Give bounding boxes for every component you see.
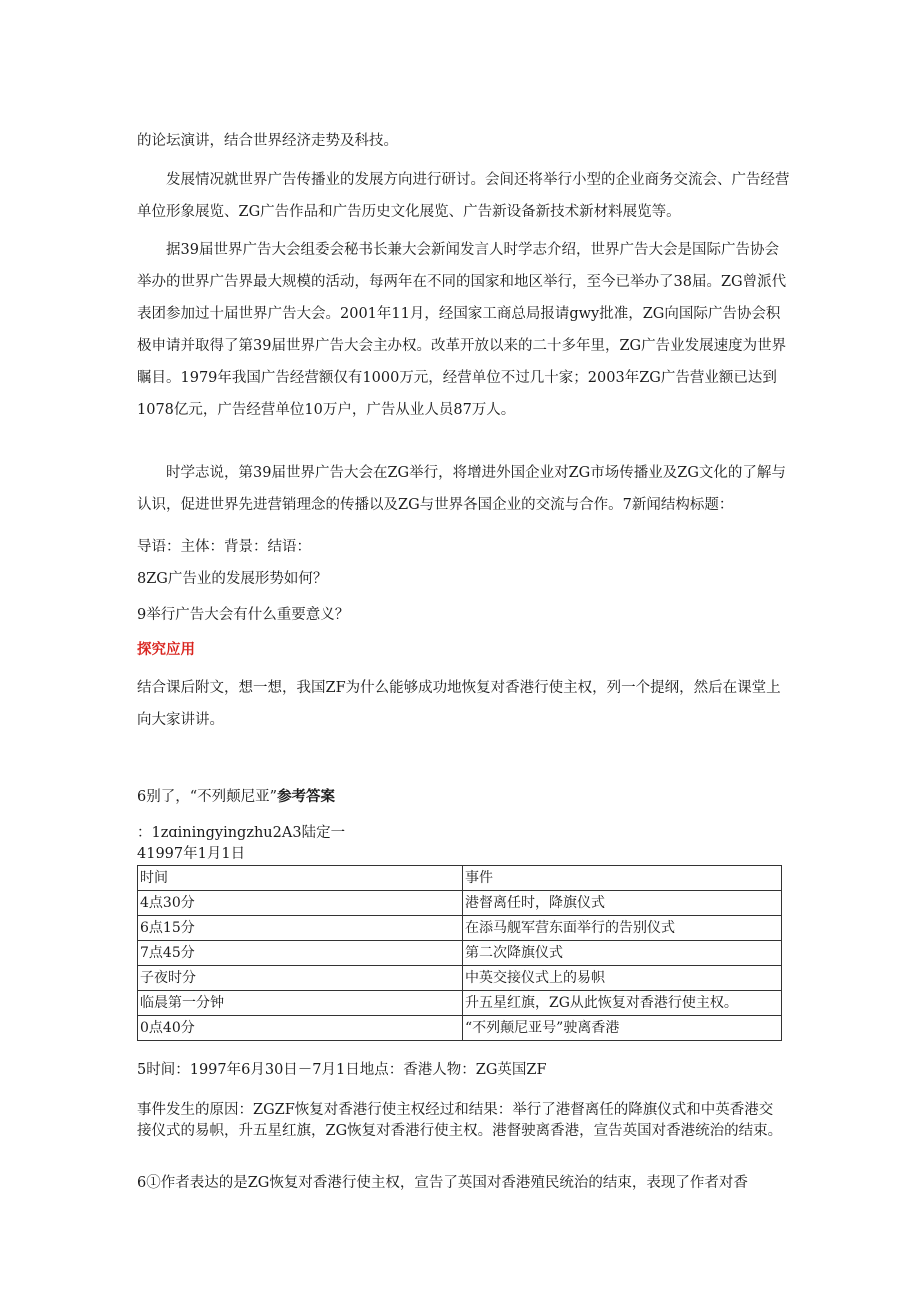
paragraph-congress-intro: 据39届世界广告大会组委会秘书长兼大会新闻发言人时学志介绍，世界广告大会是国际广告协会举办的世界广告界最大规模的活动，每两年在不同的国家和地区举行，至今已举办了38届。ZG曾派代表团参加过十届世界广告大会。2001年11月，经国家工商总局报请gwy批准，ZG向国际广告协会积极申请并取得了第39届世界广告大会主办权。改革开放以来的二十多年里，ZG广告业发展速度为世界瞩目。1979年我国广告经营额仅有1000万元，经营单位不过几十家；2003年ZG广告营业额已达到1078亿元，广告经营单位10万户，广告从业人员87万人。 xyxy=(137,242,787,418)
table-row xyxy=(138,941,782,966)
table-cell-time: 0点40分 xyxy=(138,1016,463,1041)
table-header-event: 事件 xyxy=(463,866,782,891)
news-structure-labels: 导语：主体：背景：结语： xyxy=(137,539,311,555)
table-cell-event: 第二次降旗仪式 xyxy=(463,941,782,966)
table-row xyxy=(138,916,782,941)
answer-line-time-place: 5时间：1997年6月30日－7月1日地点：香港人物：ZG英国ZF xyxy=(137,1062,547,1078)
paragraph-development: 发展情况就世界广告传播业的发展方向进行研讨。会间还将举行小型的企业商务交流会、广告经营单位形象展览、ZG广告作品和广告历史文化展览、广告新设备新技术新材料展览等。 xyxy=(137,172,790,220)
table-cell-time: 6点15分 xyxy=(138,916,463,941)
section-heading-explore: 探究应用 xyxy=(137,641,195,658)
answer-paragraph-6: 6①作者表达的是ZG恢复对香港行使主权，宣告了英国对香港殖民统治的结束，表现了作者对香 xyxy=(137,1175,748,1191)
table-cell-event: 港督离任时，降旗仪式 xyxy=(463,891,782,916)
answer-section-title xyxy=(137,786,335,808)
table-header-row xyxy=(138,866,782,891)
table-cell-event: 中英交接仪式上的易帜 xyxy=(463,966,782,991)
table-row xyxy=(138,991,782,1016)
table-row xyxy=(138,1016,782,1041)
table-row xyxy=(138,966,782,991)
question-8: 8ZG广告业的发展形势如何？ xyxy=(137,571,328,587)
paragraph-significance: 时学志说，第39届世界广告大会在ZG举行，将增进外国企业对ZG市场传播业及ZG文化的了解与认识，促进世界先进营销理念的传播以及ZG与世界各国企业的交流与合作。7新闻结构标题： xyxy=(137,465,786,513)
table-cell-time: 临晨第一分钟 xyxy=(138,991,463,1016)
answer-line-date: 41997年1月1日 xyxy=(137,846,246,862)
answer-line-pinyin: ：1zɑiningyingzhu2A3陆定一 xyxy=(137,825,346,841)
question-9: 9举行广告大会有什么重要意义？ xyxy=(137,607,350,623)
answer-title-bold: 参考答案 xyxy=(277,788,336,805)
table-header-time: 时间 xyxy=(138,866,463,891)
table-cell-time: 4点30分 xyxy=(138,891,463,916)
table-cell-time: 子夜时分 xyxy=(138,966,463,991)
table-cell-event: 升五星红旗，ZG从此恢复对香港行使主权。 xyxy=(463,991,782,1016)
paragraph-explore-task: 结合课后附文，想一想，我国ZF为什么能够成功地恢复对香港行使主权，列一个提纲，然后在课堂上向大家讲讲。 xyxy=(137,680,781,728)
table-cell-time: 7点45分 xyxy=(138,941,463,966)
events-table xyxy=(137,865,782,1041)
table-cell-event: 在添马舰军营东面举行的告别仪式 xyxy=(463,916,782,941)
answer-paragraph-cause: 事件发生的原因：ZGZF恢复对香港行使主权经过和结果：举行了港督离任的降旗仪式和中英香港交接仪式的易帜，升五星红旗，ZG恢复对香港行使主权。港督驶离香港，宣告英国对香港统治的结束。 xyxy=(137,1102,783,1139)
paragraph-forum-speech: 的论坛演讲，结合世界经济走势及科技。 xyxy=(137,133,398,149)
table-cell-event: “不列颠尼亚号”驶离香港 xyxy=(463,1016,782,1041)
table-row xyxy=(138,891,782,916)
answer-title-plain: 6别了，“不列颠尼亚” xyxy=(137,789,278,805)
